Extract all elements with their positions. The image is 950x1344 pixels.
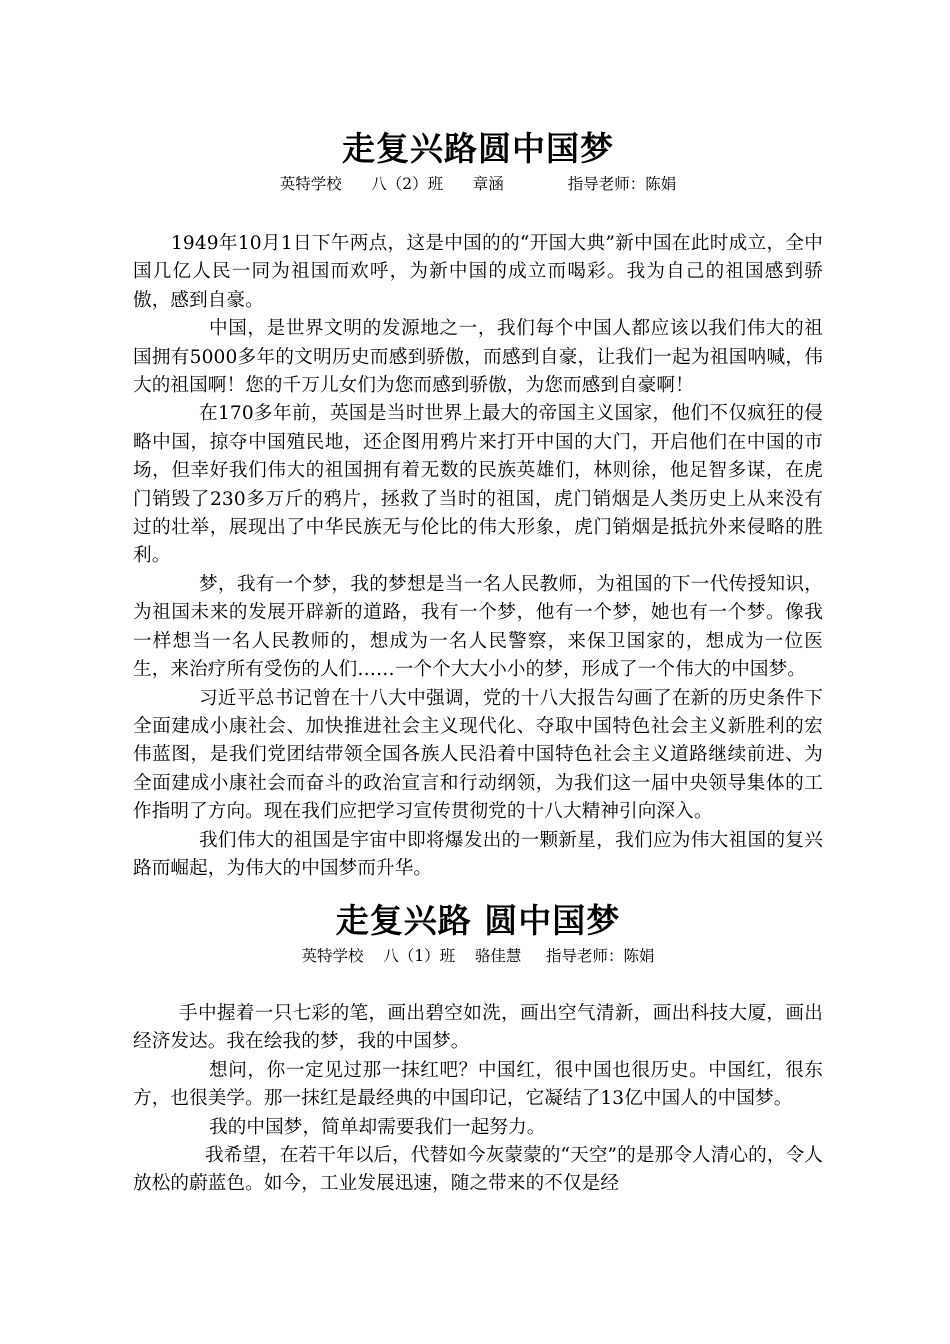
byline-school: 英特学校 xyxy=(279,175,342,193)
byline-author: 骆佳慧 xyxy=(474,947,522,965)
paragraph: 习近平总书记曾在十八大中强调，党的十八大报告勾画了在新的历史条件下全面建成小康社会、加快推进社会主义现代化、夺取中国特色社会主义新胜利的宏伟蓝图，是我们党团结带领全国各族人民沿着中国特色社会主义道路继续前进、为全面建成小康社会而奋斗的政治宣言和行动纲领，为我们这一届中央领导集体的工作指明了方向。现在我们应把学习宣传贯彻党的十八大精神引向深入。 xyxy=(133,687,823,823)
paragraph: 中国，是世界文明的发源地之一，我们每个中国人都应该以我们伟大的祖国拥有5000多年的文明历史而感到骄傲，而感到自豪，让我们一起为祖国呐喊，伟大的祖国啊！您的千万儿女们为您而感到骄傲，为您而感到自豪啊！ xyxy=(133,318,823,397)
essay-byline xyxy=(133,944,823,968)
byline-class: 八（2）班 xyxy=(371,175,444,193)
byline-teacher: 指导老师：陈娟 xyxy=(567,175,677,193)
essay-byline xyxy=(133,172,823,196)
paragraph: 想问，你一定见过那一抹红吧？中国红，很中国也很历史。中国红，很东方，也很美学。那一抹红是最经典的中国印记，它凝结了13亿中国人的中国梦。 xyxy=(133,1059,823,1110)
spacer xyxy=(133,968,823,1000)
paragraph: 1949年10月1日下午两点，这是中国的的“开国大典”新中国在此时成立，全中国几亿人民一同为祖国而欢呼，为新中国的成立而喝彩。我为自己的祖国感到骄傲，感到自豪。 xyxy=(133,233,823,311)
essay-title: 走复兴路圆中国梦 xyxy=(342,129,614,168)
paragraph: 在170多年前，英国是当时世界上最大的帝国主义国家，他们不仅疯狂的侵略中国，掠夺中国殖民地，还企图用鸦片来打开中国的大门，开启他们在中国的市场，但幸好我们伟大的祖国拥有着无数的民族英雄们，林则徐，他足智多谋，在虎门销毁了230多万斤的鸦片，拯救了当时的祖国，虎门销烟是人类历史上从来没有过的壮举，展现出了中华民族无与伦比的伟大形象，虎门销烟是抵抗外来侵略的胜利。 xyxy=(133,403,823,567)
paragraph: 我们伟大的祖国是宇宙中即将爆发出的一颗新星，我们应为伟大祖国的复兴路而崛起，为伟大的中国梦而升华。 xyxy=(133,829,823,879)
paragraph: 梦，我有一个梦，我的梦想是当一名人民教师，为祖国的下一代传授知识，为祖国未来的发展开辟新的道路，我有一个梦，他有一个梦，她也有一个梦。像我一样想当一名人民教师的，想成为一名人民警察，来保卫国家的，想成为一位医生，来治疗所有受伤的人们……一个个大大小小的梦，形成了一个伟大的中国梦。 xyxy=(133,573,823,681)
essay-2 xyxy=(133,898,823,1199)
paragraph: 我的中国梦，简单却需要我们一起努力。 xyxy=(209,1116,546,1138)
essay-title: 走复兴路 圆中国梦 xyxy=(335,901,621,940)
paragraph: 我希望，在若干年以后，代替如今灰蒙蒙的“天空”的是那令人清心的，令人放松的蔚蓝色。如今，工业发展迅速，随之带来的不仅是经 xyxy=(133,1145,823,1195)
essay-1 xyxy=(133,126,823,883)
byline-school: 英特学校 xyxy=(301,947,364,965)
byline-teacher: 指导老师：陈娟 xyxy=(545,947,655,965)
spacer xyxy=(133,196,823,230)
paragraph: 手中握着一只七彩的笔，画出碧空如洗，画出空气清新，画出科技大厦，画出经济发达。我在绘我的梦，我的中国梦。 xyxy=(133,1003,823,1053)
byline-author: 章涵 xyxy=(472,175,504,193)
byline-class: 八（1）班 xyxy=(383,947,456,965)
